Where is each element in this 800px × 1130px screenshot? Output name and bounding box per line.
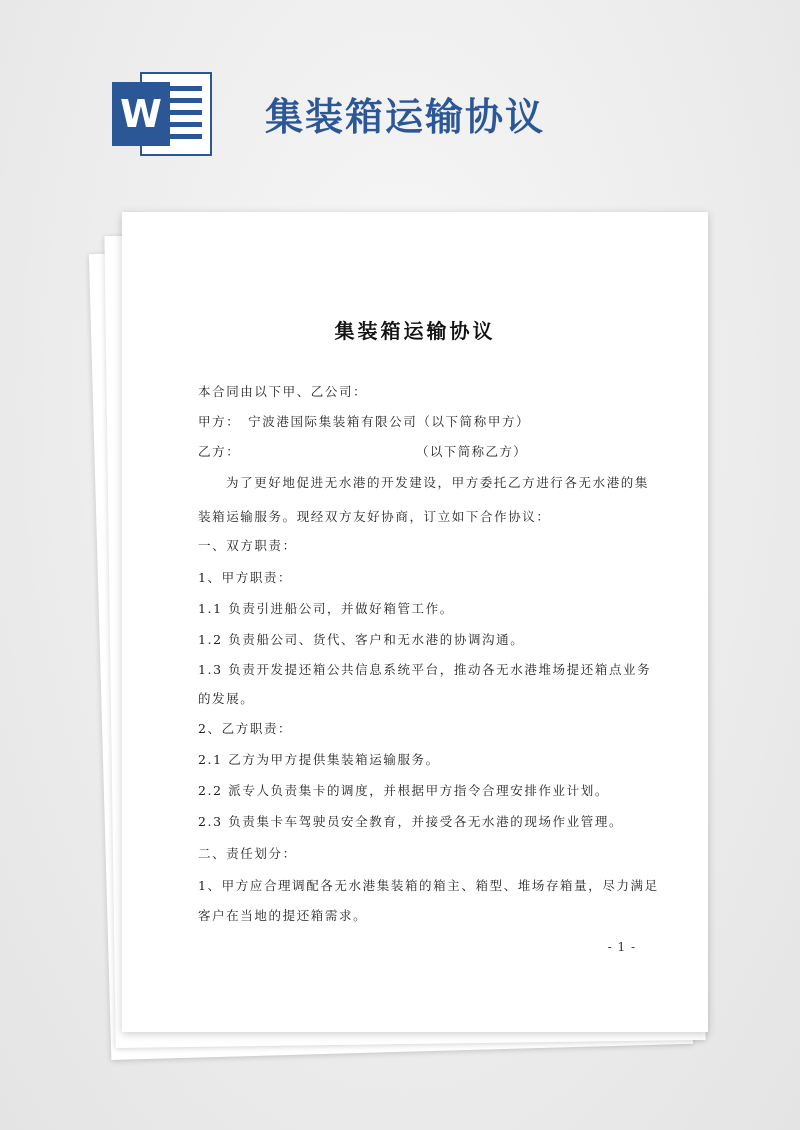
document-title: 集装箱运输协议 bbox=[334, 319, 496, 343]
list-item: 1.3 负责开发提还箱公共信息系统平台，推动各无水港堆场提还箱点业务 bbox=[198, 662, 652, 677]
list-item: 1.2 负责船公司、货代、客户和无水港的协调沟通。 bbox=[198, 632, 525, 647]
word-icon bbox=[112, 72, 212, 156]
list-item-continuation: 的发展。 bbox=[198, 691, 255, 706]
word-icon-letter: W bbox=[112, 82, 170, 146]
party-b-label: 乙方： bbox=[198, 444, 241, 459]
list-item: 2.1 乙方为甲方提供集装箱运输服务。 bbox=[198, 752, 440, 767]
subsection-heading: 2、乙方职责： bbox=[198, 721, 293, 736]
list-item: 1、甲方应合理调配各无水港集装箱的箱主、箱型、堆场存箱量，尽力满足 bbox=[198, 878, 659, 893]
paragraph-line: 为了更好地促进无水港的开发建设，甲方委托乙方进行各无水港的集 bbox=[226, 475, 650, 490]
document-page bbox=[122, 212, 708, 1032]
section-heading: 一、双方职责： bbox=[198, 538, 297, 553]
paragraph-line: 装箱运输服务。现经双方友好协商，订立如下合作协议： bbox=[198, 509, 551, 524]
party-b-note: （以下简称乙方） bbox=[416, 444, 528, 459]
list-item: 1.1 负责引进船公司，并做好箱管工作。 bbox=[198, 601, 454, 616]
intro-line: 本合同由以下甲、乙公司： bbox=[198, 384, 368, 399]
section-heading: 二、责任划分： bbox=[198, 846, 297, 861]
subsection-heading: 1、甲方职责： bbox=[198, 570, 293, 585]
list-item: 2.3 负责集卡车驾驶员安全教育，并接受各无水港的现场作业管理。 bbox=[198, 814, 624, 829]
party-a-line: 甲方： 宁波港国际集装箱有限公司（以下简称甲方） bbox=[198, 414, 531, 429]
header-title: 集装箱运输协议 bbox=[265, 95, 546, 139]
list-item: 2.2 派专人负责集卡的调度，并根据甲方指令合理安排作业计划。 bbox=[198, 783, 609, 798]
page-number: - 1 - bbox=[607, 940, 636, 954]
list-item-continuation: 客户在当地的提还箱需求。 bbox=[198, 908, 368, 923]
